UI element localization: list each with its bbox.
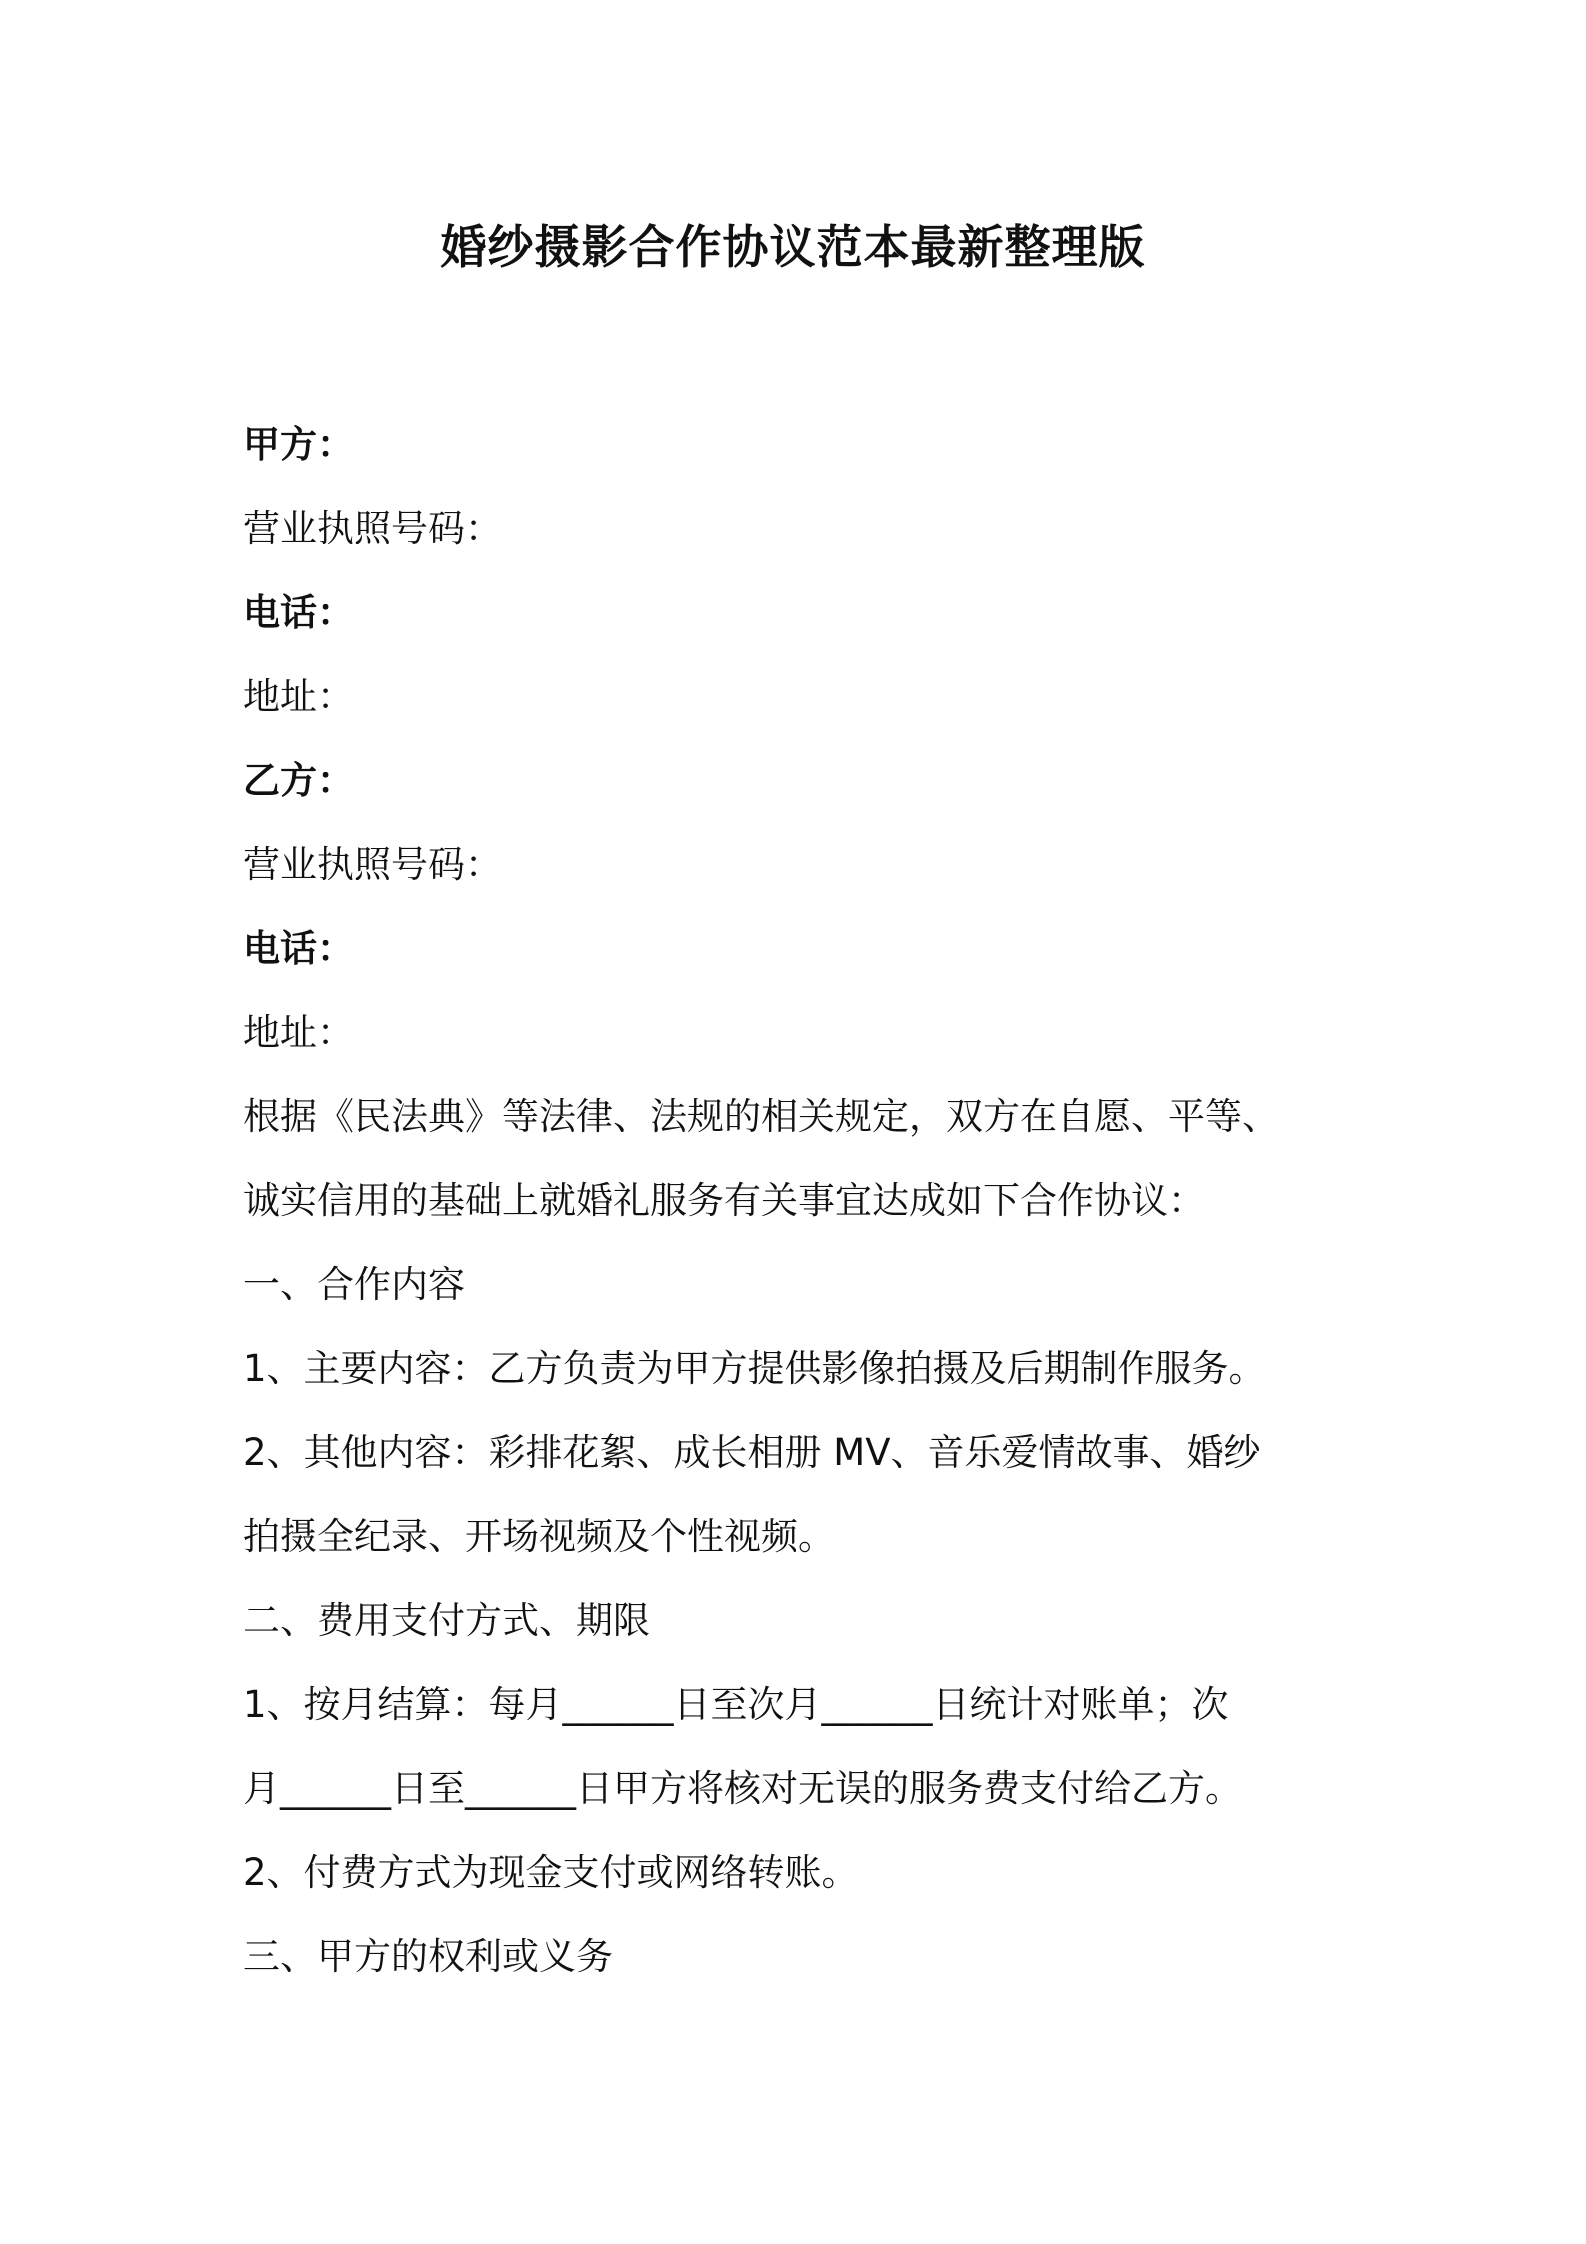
preamble-line: 根据《民法典》等法律、法规的相关规定，双方在自愿、平等、: [243, 1095, 1279, 1138]
section-heading-payment: 二、费用支付方式、期限: [243, 1599, 650, 1642]
clause-other-content: 2、其他内容：彩排花絮、成长相册 MV、音乐爱情故事、婚纱: [243, 1431, 1261, 1474]
party-b-name-label: 乙方：: [243, 759, 354, 802]
preamble-line: 诚实信用的基础上就婚礼服务有关事宜达成如下合作协议：: [243, 1179, 1205, 1222]
party-a-phone-label: 电话：: [243, 591, 354, 634]
section-heading-cooperation: 一、合作内容: [243, 1263, 465, 1306]
party-b-license-label: 营业执照号码：: [243, 843, 502, 886]
party-a-name-label: 甲方：: [243, 423, 354, 466]
party-a-license-label: 营业执照号码：: [243, 507, 502, 550]
clause-payment-method: 2、付费方式为现金支付或网络转账。: [243, 1851, 859, 1894]
clause-other-content: 拍摄全纪录、开场视频及个性视频。: [243, 1515, 835, 1558]
clause-main-content: 1、主要内容：乙方负责为甲方提供影像拍摄及后期制作服务。: [243, 1347, 1266, 1390]
party-a-address-label: 地址：: [243, 675, 354, 718]
document-title: 婚纱摄影合作协议范本最新整理版: [440, 220, 1146, 274]
party-b-phone-label: 电话：: [243, 927, 354, 970]
clause-monthly-settlement: 1、按月结算：每月______日至次月______日统计对账单；次: [243, 1683, 1229, 1726]
party-b-address-label: 地址：: [243, 1011, 354, 1054]
clause-monthly-settlement: 月______日至______日甲方将核对无误的服务费支付给乙方。: [243, 1767, 1242, 1810]
document-body: [243, 403, 1353, 1999]
section-heading-party-a-rights: 三、甲方的权利或义务: [243, 1935, 613, 1978]
